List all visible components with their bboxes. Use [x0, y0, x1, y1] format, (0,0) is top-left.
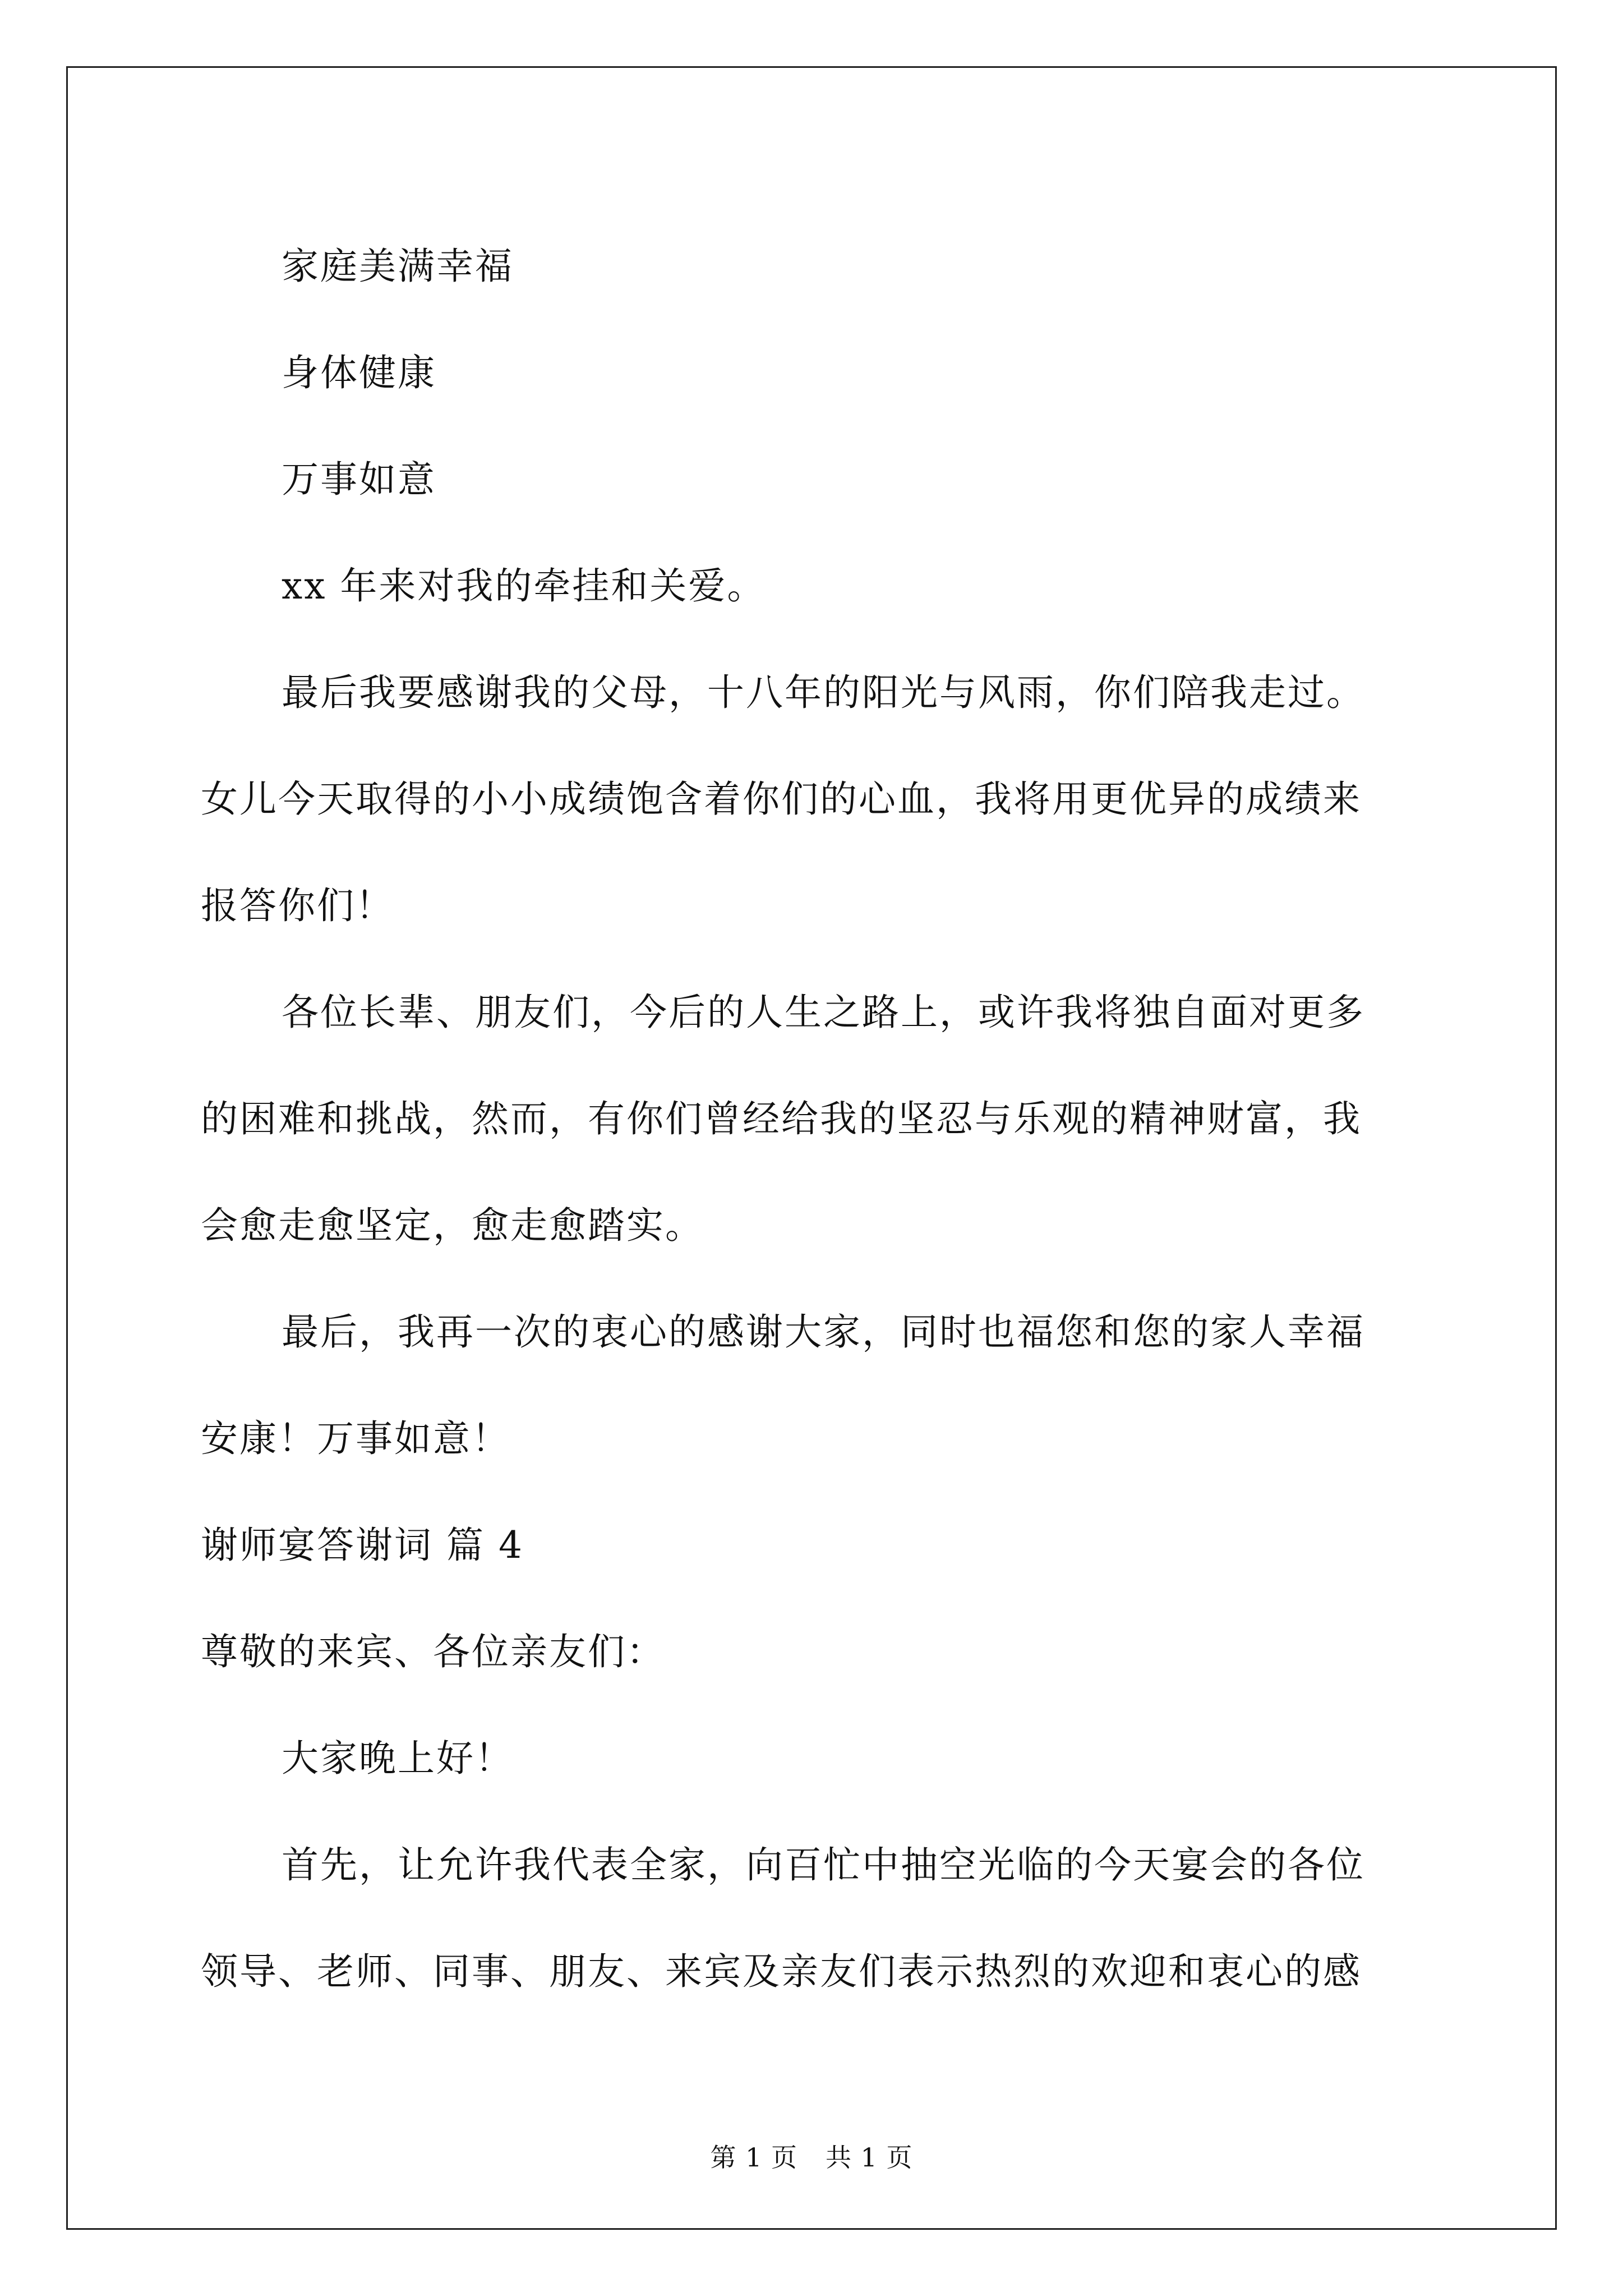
text-line: 会愈走愈坚定，愈走愈踏实。 [201, 1204, 704, 1247]
text-line: xx 年来对我的牵挂和关爱。 [282, 564, 766, 608]
section-heading: 谢师宴答谢词 篇 4 [201, 1524, 524, 1567]
text-line: 大家晚上好！ [282, 1737, 514, 1780]
text-line: 最后，我再一次的衷心的感谢大家，同时也福您和您的家人幸福 [282, 1310, 1365, 1354]
text-line: 安康！万事如意！ [201, 1417, 510, 1460]
page-footer [0, 2137, 1623, 2174]
text-line: 报答你们！ [201, 884, 394, 927]
text-line: 家庭美满幸福 [282, 245, 514, 288]
document-body [201, 213, 1429, 2025]
text-line: 领导、老师、同事、朋友、来宾及亲友们表示热烈的欢迎和衷心的感 [201, 1950, 1362, 1993]
page-number-current: 第 1 页 [710, 2142, 797, 2173]
text-line: 的困难和挑战，然而，有你们曾经给我的坚忍与乐观的精神财富，我 [201, 1097, 1362, 1140]
text-line: 万事如意 [282, 458, 436, 501]
page-number-total: 共 1 页 [826, 2142, 913, 2173]
text-line: 最后我要感谢我的父母，十八年的阳光与风雨，你们陪我走过。 [282, 671, 1365, 714]
text-line: 身体健康 [282, 351, 436, 394]
text-line: 各位长辈、朋友们，今后的人生之路上，或许我将独自面对更多 [282, 991, 1365, 1034]
text-line: 女儿今天取得的小小成绩饱含着你们的心血，我将用更优异的成绩来 [201, 777, 1362, 821]
text-line: 首先，让允许我代表全家，向百忙中抽空光临的今天宴会的各位 [282, 1843, 1365, 1887]
salutation: 尊敬的来宾、各位亲友们： [201, 1630, 665, 1673]
